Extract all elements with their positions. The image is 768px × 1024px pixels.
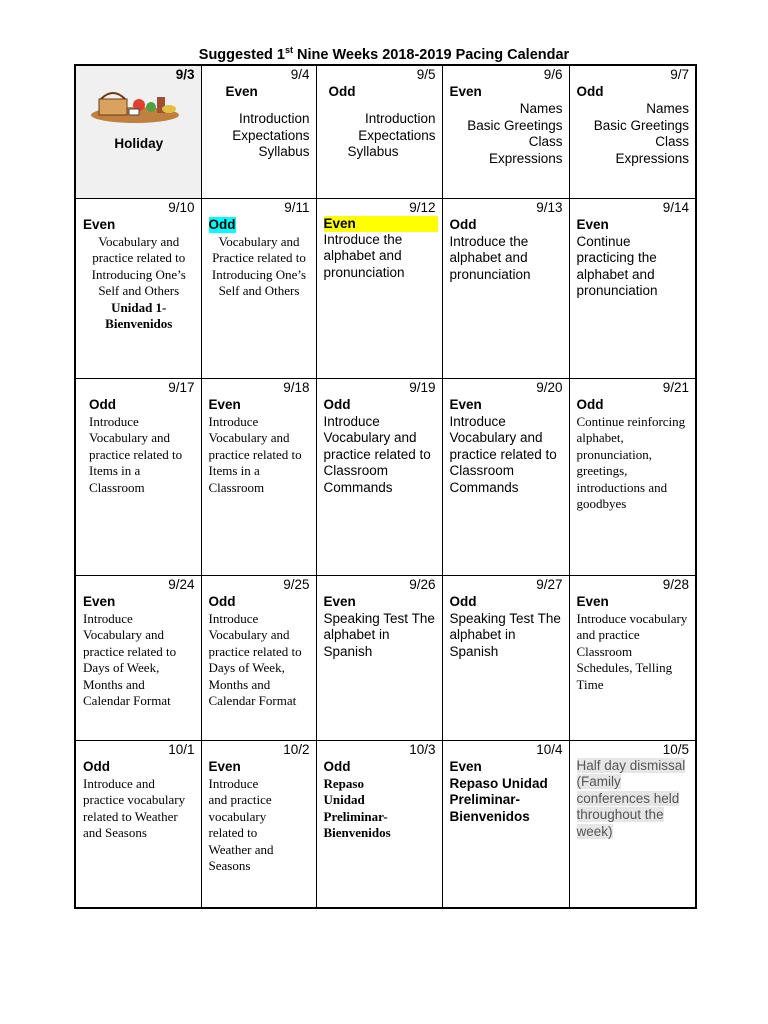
cell-date: 10/2 <box>283 741 310 757</box>
cell-date: 10/4 <box>536 741 563 757</box>
day-cell-9-7 <box>569 65 696 198</box>
cell-date: 9/4 <box>290 67 310 82</box>
page-title: Suggested 1st Nine Weeks 2018-2019 Pacing Calendar <box>198 45 570 63</box>
day-cell-10-2 <box>201 740 316 908</box>
cell-date: 9/12 <box>409 199 436 215</box>
day-type-label: Even <box>208 758 241 774</box>
day-type-label: Even <box>323 593 356 609</box>
day-cell-9-5 <box>316 65 442 198</box>
day-type-label: Odd <box>208 593 236 609</box>
day-type-label: Even <box>225 84 258 99</box>
table-row <box>75 740 696 908</box>
day-type-label: Even <box>449 396 482 412</box>
table-row <box>75 575 696 740</box>
cell-date: 9/27 <box>536 576 563 592</box>
cell-date: 9/13 <box>536 199 563 215</box>
topic-text: Half day dismissal (Family conferences held throughout the week) <box>576 757 686 839</box>
day-type-label: Odd <box>449 593 477 609</box>
day-type-label: Odd <box>576 84 604 99</box>
day-cell-9-14 <box>569 198 696 378</box>
day-cell-9-26 <box>316 575 442 740</box>
topic-line: Names <box>519 101 563 116</box>
cell-date: 9/14 <box>662 199 689 215</box>
topic-text: Repaso Unidad Preliminar- Bienvenidos <box>449 775 548 824</box>
topic-text: Introduce the alphabet and pronunciation <box>449 233 531 282</box>
day-cell-10-3 <box>316 740 442 908</box>
cell-date: 10/3 <box>409 741 436 757</box>
topic-text: Introduce Vocabulary and practice related to Items in a Classroom <box>208 413 302 495</box>
topic-line: Introduction <box>364 111 436 126</box>
cell-date: 9/26 <box>409 576 436 592</box>
cell-date: 9/17 <box>168 379 195 395</box>
day-cell-9-21 <box>569 378 696 575</box>
day-type-label: Odd <box>576 396 604 412</box>
day-cell-9-27 <box>442 575 569 740</box>
topic-text: Introduce Vocabulary and practice related to Items in a Classroom <box>89 413 183 495</box>
day-cell-9-25 <box>201 575 316 740</box>
day-cell-9-3 <box>75 65 201 198</box>
day-type-label: Odd <box>323 396 351 412</box>
topic-text: Introduce Vocabulary and practice related to Classroom Commands <box>449 413 557 495</box>
day-type-label: Even <box>324 216 438 232</box>
cell-date: 9/25 <box>283 576 310 592</box>
day-cell-9-11 <box>201 198 316 378</box>
day-cell-9-19 <box>316 378 442 575</box>
topic-text: Introduce Vocabulary and practice related to Days of Week, Months and Calendar Format <box>208 610 302 708</box>
day-cell-9-18 <box>201 378 316 575</box>
topic-line: Syllabus <box>258 144 310 159</box>
day-type-label: Even <box>449 758 482 774</box>
day-type-label: Even <box>576 593 609 609</box>
day-cell-9-4 <box>201 65 316 198</box>
topic-text: Introduce vocabulary and practice Classroom Schedules, Telling Time <box>576 610 688 692</box>
topic-text: Introduce the alphabet and pronunciation <box>323 231 405 280</box>
table-row <box>75 65 696 198</box>
topic-line: Class <box>655 134 689 149</box>
topic-line: Names <box>646 101 689 116</box>
day-type-label: Odd <box>89 396 116 412</box>
day-cell-10-4 <box>442 740 569 908</box>
cell-date: 9/3 <box>175 67 195 82</box>
holiday-label: Holiday <box>114 136 164 151</box>
cell-date: 9/28 <box>662 576 689 592</box>
day-type-label: Even <box>576 216 609 232</box>
day-type-label: Odd <box>323 758 351 774</box>
topic-text: Vocabulary and practice related to Introducing One’s Self and Others <box>91 233 186 298</box>
day-cell-10-1 <box>75 740 201 908</box>
topic-line: Expressions <box>488 150 563 166</box>
table-row <box>75 198 696 378</box>
pacing-calendar-table <box>74 64 697 909</box>
topic-text: Introduce Vocabulary and practice related to Days of Week, Months and Calendar Format <box>83 610 177 708</box>
topic-text: Speaking Test The alphabet in Spanish <box>449 610 561 659</box>
cell-date: 9/11 <box>284 199 310 215</box>
day-type-label: Odd <box>208 216 236 232</box>
day-cell-9-13 <box>442 198 569 378</box>
topic-line: Expectations <box>232 127 310 143</box>
day-cell-9-28 <box>569 575 696 740</box>
day-cell-9-17 <box>75 378 201 575</box>
cell-date: 9/10 <box>168 199 195 215</box>
day-cell-9-6 <box>442 65 569 198</box>
topic-line: Expectations <box>358 127 436 143</box>
day-type-label: Odd <box>83 758 110 774</box>
topic-text: Vocabulary and Practice related to Introducing One’s Self and Others <box>211 233 307 298</box>
cell-date: 9/6 <box>543 67 563 82</box>
day-type-label: Even <box>83 593 116 609</box>
topic-text: Speaking Test The alphabet in Spanish <box>323 610 435 659</box>
day-cell-9-10 <box>75 198 201 378</box>
topic-line: Class <box>528 134 563 149</box>
topic-text: Introduce and practice vocabulary related to Weather and Seasons <box>83 775 186 840</box>
table-row <box>75 378 696 575</box>
topic-text: Introduce Vocabulary and practice related to Classroom Commands <box>323 413 431 495</box>
day-type-label: Even <box>449 84 482 99</box>
cell-date: 9/18 <box>283 379 310 395</box>
cell-date: 9/19 <box>409 379 436 395</box>
topic-line: Introduction <box>238 111 310 126</box>
cell-date: 9/20 <box>536 379 563 395</box>
topic-line: Basic Greetings <box>593 117 689 133</box>
cell-date: 10/5 <box>662 741 689 757</box>
picnic-basket-picture <box>89 87 195 130</box>
topic-text: Repaso Unidad Preliminar- Bienvenidos <box>323 775 391 840</box>
cell-date: 9/5 <box>416 67 436 82</box>
topic-line: Syllabus <box>347 144 399 159</box>
unit-text: Unidad 1- Bienvenidos <box>105 299 173 331</box>
day-cell-9-24 <box>75 575 201 740</box>
day-cell-9-12 <box>316 198 442 378</box>
cell-date: 9/21 <box>662 379 689 395</box>
day-type-label: Even <box>83 216 116 232</box>
cell-date: 9/7 <box>670 67 689 82</box>
topic-text: Continue reinforcing alphabet, pronunciation, greetings, introductions and goodbyes <box>576 413 686 511</box>
day-type-label: Odd <box>449 216 477 232</box>
day-type-label: Even <box>208 396 241 412</box>
topic-text: Introduce and practice vocabulary related to Weather and Seasons <box>208 775 274 873</box>
day-cell-10-5 <box>569 740 696 908</box>
topic-line: Basic Greetings <box>467 117 563 133</box>
day-type-label: Odd <box>328 84 356 99</box>
topic-text: Continue practicing the alphabet and pronunciation <box>576 233 658 298</box>
day-cell-9-20 <box>442 378 569 575</box>
cell-date: 9/24 <box>168 576 195 592</box>
cell-date: 10/1 <box>168 741 195 757</box>
topic-line: Expressions <box>615 150 689 166</box>
